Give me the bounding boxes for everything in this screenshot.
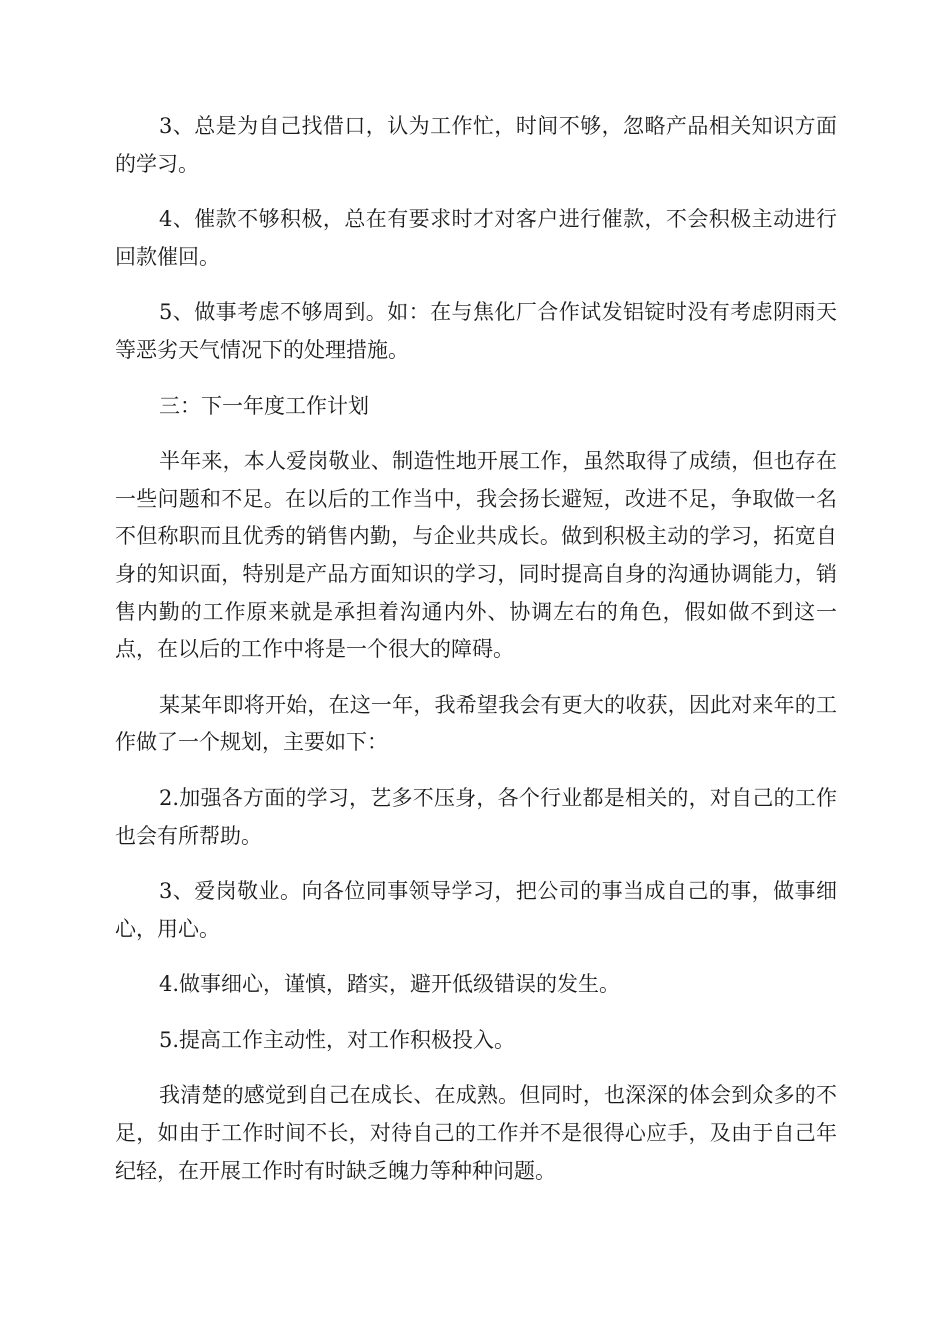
plan-item-2: 2.加强各方面的学习，艺多不压身，各个行业都是相关的，对自己的工作也会有所帮助。 bbox=[115, 785, 837, 848]
plan-item-4: 4.做事细心，谨慎，踏实，避开低级错误的发生。 bbox=[159, 972, 621, 997]
paragraph-half-year-summary: 半年来，本人爱岗敬业、制造性地开展工作，虽然取得了成绩，但也存在一些问题和不足。在以后的工作当中，我会扬长避短，改进不足，争取做一名不但称职而且优秀的销售内勤，与企业共成长。做到积极主动的学习，拓宽自身的知识面，特别是产品方面知识的学习，同时提高自身的沟通协调能力，销售内勤的工作原来就是承担着沟通内外、协调左右的角色，假如做不到这一点，在以后的工作中将是一个很大的障碍。 bbox=[115, 449, 837, 662]
section-heading-plan: 三：下一年度工作计划 bbox=[159, 393, 369, 418]
paragraph-weakness-4: 4、催款不够积极，总在有要求时才对客户进行催款，不会积极主动进行回款催回。 bbox=[115, 207, 837, 269]
paragraph-weakness-5: 5、做事考虑不够周到。如：在与焦化厂合作试发铝锭时没有考虑阴雨天等恶劣天气情况下的处理措施。 bbox=[115, 300, 837, 362]
paragraph-year-intro: 某某年即将开始，在这一年，我希望我会有更大的收获，因此对来年的工作做了一个规划，主要如下： bbox=[115, 692, 837, 755]
paragraph-reflection: 我清楚的感觉到自己在成长、在成熟。但同时，也深深的体会到众多的不足，如由于工作时间不长，对待自己的工作并不是很得心应手，及由于自己年纪轻，在开展工作时有时缺乏魄力等种种问题。 bbox=[115, 1083, 837, 1183]
document-page bbox=[115, 108, 837, 1208]
paragraph-weakness-3: 3、总是为自己找借口，认为工作忙，时间不够，忽略产品相关知识方面的学习。 bbox=[115, 114, 837, 176]
plan-item-3: 3、爱岗敬业。向各位同事领导学习，把公司的事当成自己的事，做事细心，用心。 bbox=[115, 879, 837, 941]
plan-item-5: 5.提高工作主动性，对工作积极投入。 bbox=[159, 1027, 516, 1052]
